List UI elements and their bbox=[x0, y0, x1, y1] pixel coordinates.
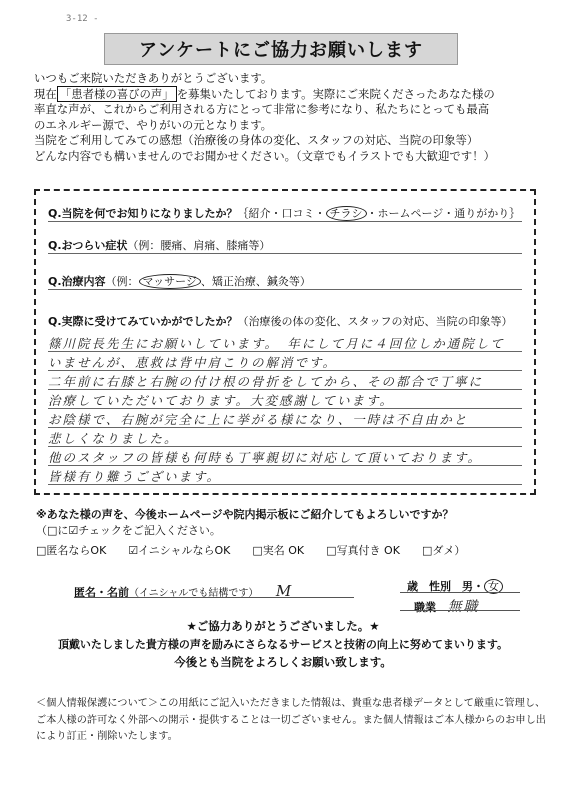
privacy-notice bbox=[36, 696, 546, 746]
option-label: イニシャルならOK bbox=[138, 544, 231, 557]
intro-line: 当院をご利用してみての感想（治療後の身体の変化、スタッフの対応、当院の印象等） bbox=[34, 133, 479, 147]
question-symptoms bbox=[48, 237, 270, 253]
answer-line bbox=[48, 446, 522, 447]
option-initials[interactable] bbox=[128, 542, 230, 558]
experience-example: （治療後の体の変化、スタッフの対応、当院の印象等） bbox=[237, 315, 513, 328]
checkbox-mark[interactable]: □ bbox=[252, 544, 263, 557]
occupation-underline bbox=[400, 610, 520, 611]
option-with-photo[interactable] bbox=[326, 542, 400, 558]
question-symptoms-label: Q.おつらい症状 bbox=[48, 239, 128, 252]
answer-line bbox=[48, 408, 522, 409]
handwritten-answer-line: 篠川院長先生にお願いしています。 年にして月に４回位しか通院して bbox=[48, 336, 505, 351]
age-gender-label: 歳 性別 男・ bbox=[407, 580, 484, 593]
occupation-label: 職業 bbox=[414, 601, 436, 614]
thanks-line: 頂戴いたしました貴方様の声を励みにさらなるサービスと技術の向上に努めてまいります。 bbox=[57, 638, 509, 651]
source-option-circled: チラシ bbox=[326, 206, 367, 221]
handwritten-answer-line: 悲しくなりました。 bbox=[48, 431, 179, 446]
handwritten-answer-line: いませんが、恵救は背中肩こりの解消です。 bbox=[48, 355, 338, 370]
checkbox-mark[interactable]: ☑ bbox=[128, 544, 139, 557]
option-label: ダメ） bbox=[432, 544, 466, 557]
question-treatment bbox=[48, 273, 311, 289]
privacy-line: ＜個人情報保護について＞この用紙にご記入いただきました情報は、貴重な患者様データとして厳重に管理し、 bbox=[36, 698, 546, 709]
intro-text bbox=[34, 71, 540, 164]
name-underline bbox=[74, 597, 354, 598]
answer-line bbox=[48, 389, 522, 390]
permission-question bbox=[36, 507, 453, 539]
permission-options bbox=[36, 542, 465, 558]
corner-note: 3-12 - bbox=[66, 14, 99, 24]
privacy-line: により訂正・削除いたします。 bbox=[36, 731, 178, 742]
intro-line bbox=[34, 87, 540, 103]
question-experience bbox=[48, 313, 513, 329]
option-anonymous[interactable] bbox=[36, 542, 106, 558]
treatment-example-post: 、矯正治療、鍼灸等） bbox=[200, 275, 311, 288]
handwritten-answer-line: 治療していただいております。大変感謝しています。 bbox=[48, 393, 395, 408]
treatment-example-pre: （例： bbox=[105, 275, 139, 288]
answer-line bbox=[48, 427, 522, 428]
checkbox-mark[interactable]: □ bbox=[326, 544, 337, 557]
answer-line bbox=[48, 484, 522, 485]
handwritten-answer-line: 他のスタッフの皆様も何時も丁寧親切に対応して頂いております。 bbox=[48, 450, 483, 465]
intro-line: どんな内容でも構いませんのでお聞かせください。（文章でもイラストでも大歓迎です！） bbox=[34, 148, 495, 163]
permission-line: ※あなた様の声を、今後ホームページや院内掲示板にご紹介してもよろしいですか？ bbox=[36, 508, 454, 521]
page-title: アンケートにご協力お願いします bbox=[104, 33, 458, 65]
question-source-label: Q.当院を何でお知りになりましたか？ bbox=[48, 207, 238, 220]
question-source bbox=[48, 205, 520, 221]
intro-line2-post: を募集いたしております。実際にご来院くださったあなた様の bbox=[176, 86, 495, 101]
source-options-post: ・ホームページ・通りがかり｝ bbox=[366, 207, 521, 220]
thanks-line: 今後とも当院をよろしくお願い致します。 bbox=[174, 655, 392, 669]
answer-line bbox=[48, 351, 522, 352]
question-experience-label: Q.実際に受けてみていかがでしたか？ bbox=[48, 315, 238, 328]
option-label: 匿名ならOK bbox=[46, 544, 107, 557]
question-treatment-label: Q.治療内容 bbox=[48, 275, 106, 288]
occupation-field bbox=[414, 596, 480, 616]
name-hint: （イニシャルでも結構です） bbox=[129, 588, 259, 599]
symptoms-example: （例：腰痛、肩痛、膝痛等） bbox=[127, 239, 271, 252]
name-value[interactable]: M bbox=[275, 582, 294, 600]
handwritten-answer-line: お陰様で、右腕が完全に上に挙がる様になり、一時は不自由かと bbox=[48, 412, 469, 427]
intro-line: 率直な声が、これからご利用される方にとって非常に参考になり、私たちにとっても最高 bbox=[34, 102, 490, 116]
answer-line bbox=[48, 465, 522, 466]
thanks-line: ★ご協力ありがとうございました。★ bbox=[186, 619, 380, 633]
handwritten-answer-line: 二年前に右膝と右腕の付け根の骨折をしてから、その都合で丁寧に bbox=[48, 374, 484, 389]
answer-line bbox=[48, 253, 522, 254]
source-options-pre: ｛紹介・口コミ・ bbox=[237, 207, 326, 220]
option-label: 実名 OK bbox=[262, 544, 305, 557]
age-underline bbox=[400, 592, 520, 593]
intro-line: のエネルギー源で、やりがいの元となります。 bbox=[34, 117, 273, 132]
intro-line2-pre: 現在 bbox=[34, 86, 57, 101]
treatment-option-circled: マッサージ bbox=[139, 274, 201, 289]
privacy-line: ご本人様の許可なく外部への開示・提供することは一切ございません。また個人情報はご本人様からのお申し出 bbox=[36, 714, 546, 726]
answer-line bbox=[48, 221, 522, 222]
option-no[interactable] bbox=[422, 542, 465, 558]
permission-line: （□に☑チェックをご記入ください。 bbox=[36, 524, 221, 537]
survey-box bbox=[34, 189, 536, 495]
option-real-name[interactable] bbox=[252, 542, 304, 558]
intro-line: いつもご来院いただきありがとうございます。 bbox=[34, 71, 273, 85]
voices-highlight-box: 「患者様の喜びの声」 bbox=[57, 86, 177, 102]
checkbox-mark[interactable]: □ bbox=[36, 544, 47, 557]
occupation-value[interactable]: 無職 bbox=[447, 599, 480, 615]
answer-line bbox=[48, 370, 522, 371]
answer-line bbox=[48, 289, 522, 290]
option-label: 写真付き OK bbox=[336, 544, 400, 557]
name-label: 匿名・名前 bbox=[74, 586, 129, 599]
gender-circled[interactable]: 女 bbox=[484, 579, 503, 594]
handwritten-answer-line: 皆様有り難うございます。 bbox=[48, 469, 222, 484]
checkbox-mark[interactable]: □ bbox=[421, 544, 433, 557]
